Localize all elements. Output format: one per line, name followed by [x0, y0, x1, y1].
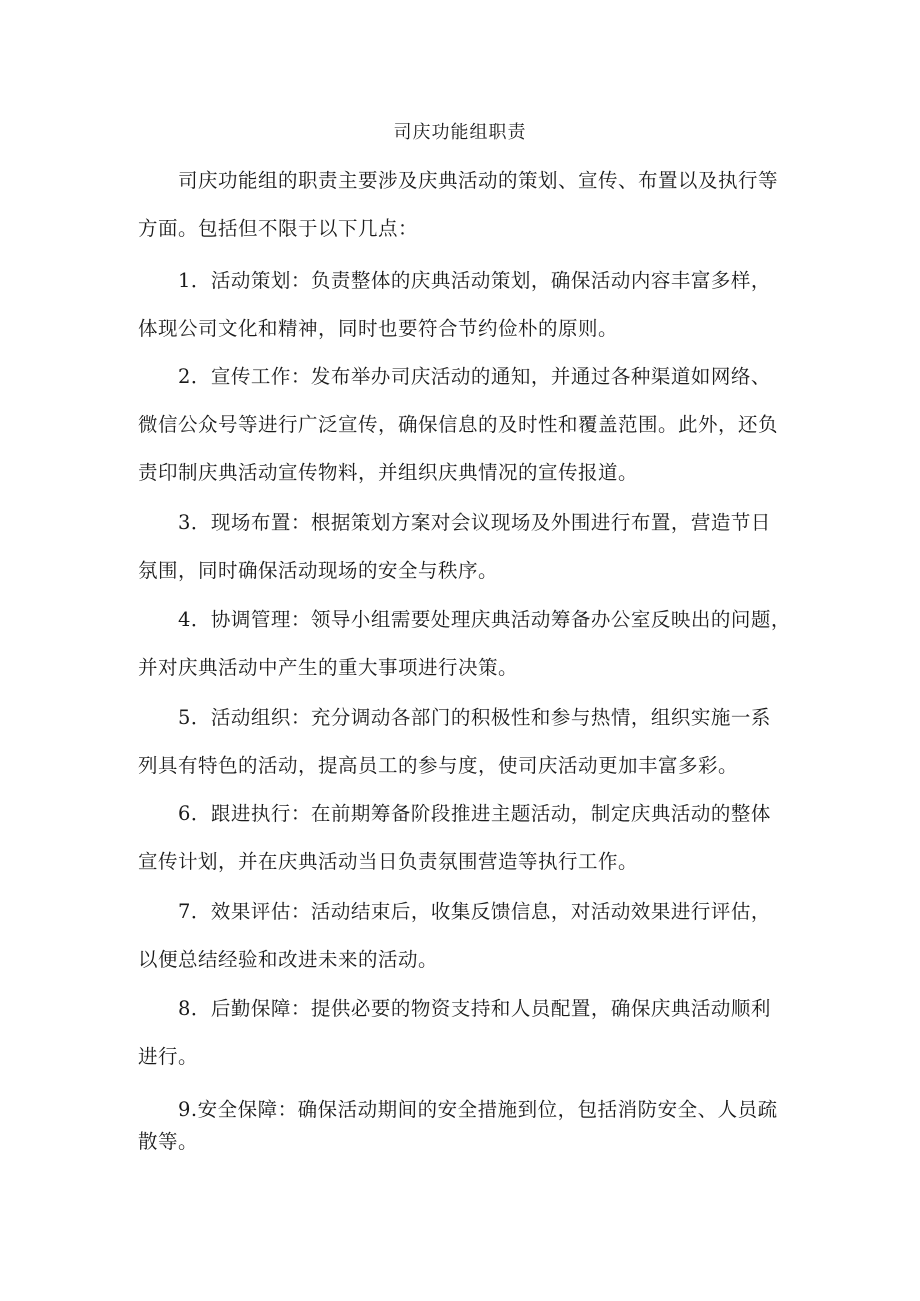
- item-2-line: 2．宣传工作：发布举办司庆活动的通知，并通过各种渠道如网络、: [178, 365, 771, 388]
- item-1-line: 体现公司文化和精神，同时也要符合节约俭朴的原则。: [138, 317, 619, 340]
- item-6-line: 6．跟进执行：在前期筹备阶段推进主题活动，制定庆典活动的整体: [178, 802, 771, 825]
- item-8-line: 8．后勤保障：提供必要的物资支持和人员配置，确保庆典活动顺利: [178, 997, 771, 1020]
- item-9-line: 9.安全保障：确保活动期间的安全措施到位，包括消防安全、人员疏: [178, 1098, 778, 1121]
- item-5-line: 列具有特色的活动，提高员工的参与度，使司庆活动更加丰富多彩。: [138, 754, 739, 777]
- item-6-line: 宣传计划，并在庆典活动当日负责氛围营造等执行工作。: [138, 850, 639, 873]
- item-2-line: 责印制庆典活动宣传物料，并组织庆典情况的宣传报道。: [138, 461, 639, 484]
- item-9-line: 散等。: [138, 1130, 199, 1153]
- document-title: 司庆功能组职责: [393, 122, 527, 143]
- item-7-line: 7．效果评估：活动结束后，收集反馈信息，对活动效果进行评估，: [178, 900, 771, 923]
- item-2-line: 微信公众号等进行广泛宣传，确保信息的及时性和覆盖范围。此外，还负: [138, 413, 779, 436]
- item-3-line: 氛围，同时确保活动现场的安全与秩序。: [138, 559, 499, 582]
- intro-line: 司庆功能组的职责主要涉及庆典活动的策划、宣传、布置以及执行等: [178, 169, 779, 192]
- item-4-line: 并对庆典活动中产生的重大事项进行决策。: [138, 656, 519, 679]
- item-7-line: 以便总结经验和改进未来的活动。: [138, 948, 439, 971]
- item-8-line: 进行。: [138, 1045, 199, 1068]
- item-1-line: 1．活动策划：负责整体的庆典活动策划，确保活动内容丰富多样，: [178, 269, 771, 292]
- item-5-line: 5．活动组织：充分调动各部门的积极性和参与热情，组织实施一系: [178, 706, 771, 729]
- intro-line: 方面。包括但不限于以下几点：: [138, 217, 419, 240]
- item-3-line: 3．现场布置：根据策划方案对会议现场及外围进行布置，营造节日: [178, 511, 771, 534]
- item-4-line: 4．协调管理：领导小组需要处理庆典活动筹备办公室反映出的问题，: [178, 608, 791, 631]
